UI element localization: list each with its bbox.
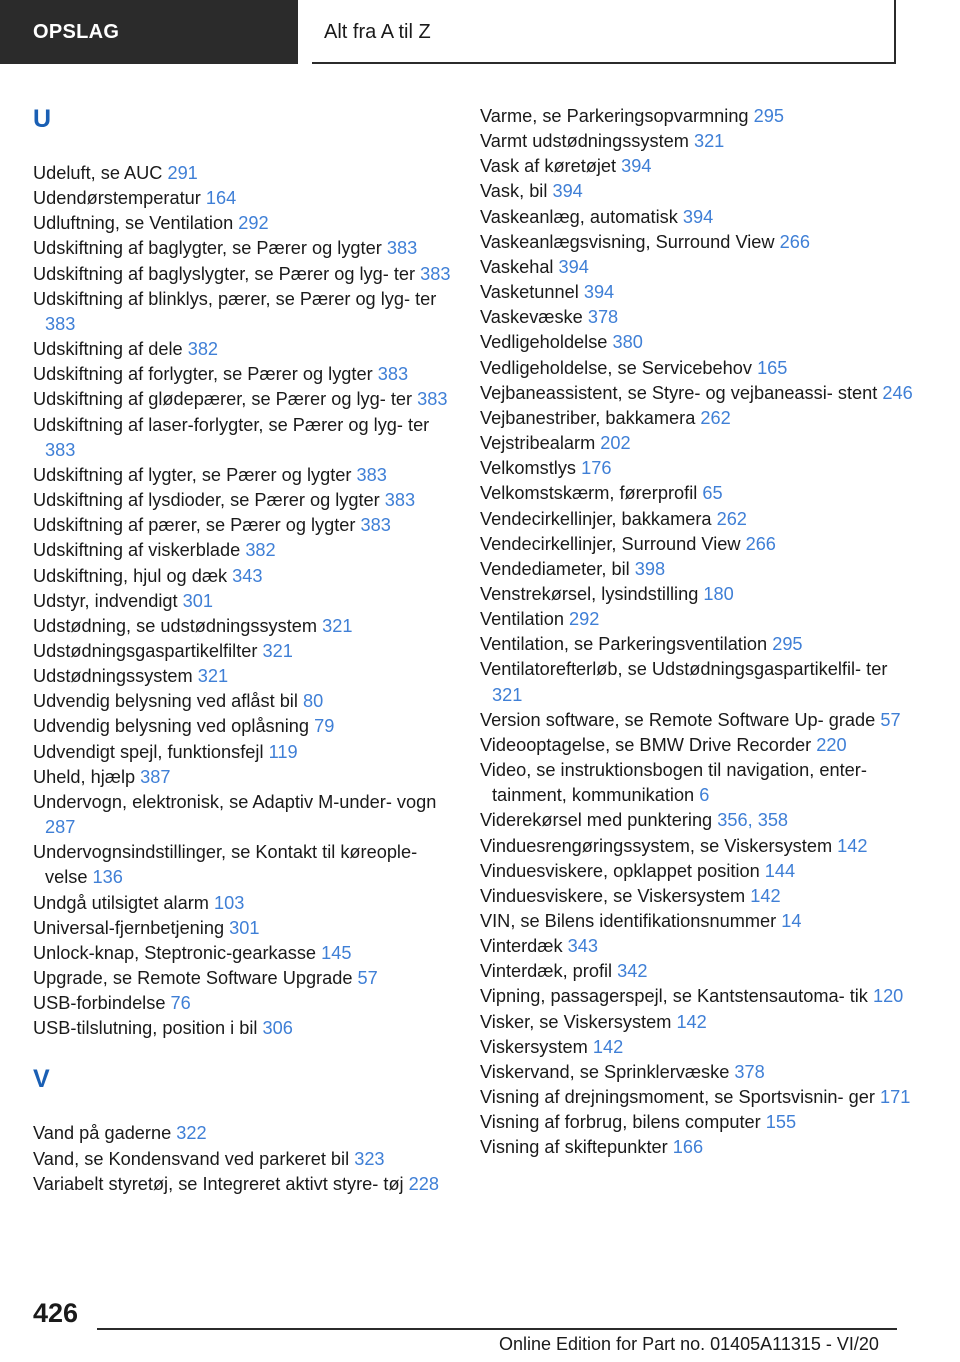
index-entry bbox=[480, 154, 920, 179]
letter-heading-u: U bbox=[33, 105, 52, 133]
page-reference-link[interactable]: 321 bbox=[262, 640, 293, 661]
page-reference-link[interactable]: 301 bbox=[182, 590, 213, 611]
page-reference-link[interactable]: 145 bbox=[321, 942, 352, 963]
entry-text: Udstødning, se udstødningssystem bbox=[33, 615, 318, 636]
entry-text: Visning af skiftepunkter bbox=[480, 1137, 668, 1158]
page-reference-link[interactable]: 246 bbox=[882, 382, 913, 403]
page-reference-link[interactable]: 228 bbox=[408, 1173, 440, 1194]
page-reference-link[interactable]: 120 bbox=[872, 986, 904, 1007]
page-reference-link[interactable]: 383 bbox=[360, 515, 391, 536]
index-entry bbox=[480, 1085, 920, 1110]
index-entry bbox=[480, 507, 920, 532]
entry-text: Viskervand, se Sprinklervæske bbox=[480, 1061, 730, 1082]
index-entry bbox=[480, 557, 920, 582]
page-reference-link[interactable]: 262 bbox=[716, 508, 747, 529]
entry-text: Viderekørsel med punktering bbox=[480, 810, 713, 831]
entry-text: Videooptagelse, se BMW Drive Recorder bbox=[480, 734, 812, 755]
entry-text: Udskiftning af viskerblade bbox=[33, 540, 241, 561]
index-entry bbox=[33, 614, 453, 639]
page-reference-link[interactable]: 323 bbox=[354, 1148, 385, 1169]
index-entry bbox=[33, 513, 453, 538]
index-column-right bbox=[480, 104, 920, 1161]
index-entry bbox=[33, 840, 453, 890]
page-reference-link[interactable]: 220 bbox=[816, 734, 847, 755]
entry-text: Udskiftning af glødepærer, se Pærer og lyg‐ ter bbox=[33, 389, 413, 410]
index-entry bbox=[480, 456, 920, 481]
index-entry bbox=[33, 790, 453, 840]
entry-text: Udskiftning af baglyslygter, se Pærer og lyg‐ ter bbox=[33, 263, 416, 284]
page-reference-link[interactable]: 144 bbox=[764, 860, 796, 881]
entry-text: Udskiftning af lysdioder, se Pærer og lygter bbox=[33, 490, 380, 511]
page-reference-link[interactable]: 378 bbox=[734, 1061, 765, 1082]
entry-text: Vasketunnel bbox=[480, 282, 579, 303]
index-entry bbox=[480, 632, 920, 657]
page-reference-link[interactable]: 292 bbox=[569, 609, 600, 630]
page-reference-link[interactable]: 383 bbox=[420, 263, 451, 284]
index-entry bbox=[480, 959, 920, 984]
index-entry bbox=[480, 129, 920, 154]
page-reference-link[interactable]: 382 bbox=[187, 339, 219, 360]
index-entry bbox=[480, 280, 920, 305]
index-entry bbox=[33, 463, 453, 488]
section-tab: OPSLAG bbox=[0, 0, 298, 64]
index-entry bbox=[480, 532, 920, 557]
footer-divider bbox=[97, 1328, 897, 1330]
entry-text: Viskersystem bbox=[480, 1036, 588, 1057]
entry-text: Velkomstskærm, førerprofil bbox=[480, 483, 698, 504]
index-entry bbox=[33, 564, 453, 589]
page-reference-link[interactable]: 322 bbox=[176, 1123, 207, 1144]
page-reference-link[interactable]: 321 bbox=[197, 666, 229, 687]
page-title: Alt fra A til Z bbox=[312, 0, 896, 64]
entry-text: Vaskeanlægsvisning, Surround View bbox=[480, 231, 775, 252]
page-reference-link[interactable]: 164 bbox=[205, 188, 237, 209]
index-entry bbox=[33, 966, 453, 991]
entry-list-v-right bbox=[480, 104, 920, 1161]
page-reference-link[interactable]: 394 bbox=[682, 206, 714, 227]
index-entry bbox=[480, 934, 920, 959]
page-reference-link[interactable]: 180 bbox=[703, 583, 734, 604]
entry-text: Ventilation, se Parkeringsventilation bbox=[480, 634, 768, 655]
page-reference-link[interactable]: 378 bbox=[587, 307, 619, 328]
entry-text: Vaskevæske bbox=[480, 307, 583, 328]
page-reference-link[interactable]: 356, 358 bbox=[717, 810, 789, 831]
entry-text: Udskiftning af dele bbox=[33, 339, 183, 360]
page-reference-link[interactable]: 321 bbox=[322, 615, 353, 636]
entry-text: Vipning, passagerspejl, se Kantstensautoma‐ tik bbox=[480, 986, 868, 1007]
entry-text: Vand på gaderne bbox=[33, 1123, 172, 1144]
index-entry bbox=[33, 287, 453, 337]
page-reference-link[interactable]: 262 bbox=[700, 407, 731, 428]
index-entry bbox=[480, 381, 920, 406]
index-entry bbox=[480, 582, 920, 607]
index-entry bbox=[33, 916, 453, 941]
entry-text: Visning af forbrug, bilens computer bbox=[480, 1112, 761, 1133]
page-reference-link[interactable]: 342 bbox=[617, 961, 648, 982]
index-entry bbox=[33, 413, 453, 463]
page-reference-link[interactable]: 383 bbox=[417, 389, 448, 410]
entry-text: Vand, se Kondensvand ved parkeret bil bbox=[33, 1148, 350, 1169]
entry-text: Velkomstlys bbox=[480, 458, 577, 479]
page-reference-link[interactable]: 165 bbox=[757, 357, 788, 378]
index-entry bbox=[480, 984, 920, 1009]
entry-text: Udluftning, se Ventilation bbox=[33, 213, 234, 234]
entry-list-v-left bbox=[33, 1121, 453, 1196]
index-entry bbox=[480, 859, 920, 884]
entry-text: Vinterdæk, profil bbox=[480, 961, 613, 982]
index-entry bbox=[480, 230, 920, 255]
index-entry bbox=[33, 337, 453, 362]
index-entry bbox=[33, 941, 453, 966]
entry-text: Udstødningssystem bbox=[33, 666, 193, 687]
index-entry bbox=[480, 431, 920, 456]
page-reference-link[interactable]: 171 bbox=[880, 1087, 911, 1108]
page-reference-link[interactable]: 76 bbox=[170, 993, 191, 1014]
page-reference-link[interactable]: 65 bbox=[702, 483, 723, 504]
entry-text: Vinduesviskere, opklappet position bbox=[480, 860, 760, 881]
page-reference-link[interactable]: 176 bbox=[581, 458, 612, 479]
page-reference-link[interactable]: 103 bbox=[213, 892, 245, 913]
index-entry bbox=[480, 481, 920, 506]
entry-text: Universal-fjernbetjening bbox=[33, 917, 225, 938]
page-reference-link[interactable]: 383 bbox=[356, 464, 387, 485]
index-entry bbox=[33, 387, 453, 412]
index-entry bbox=[480, 808, 920, 833]
entry-text: USB-forbindelse bbox=[33, 993, 166, 1014]
entry-text: Vejbaneassistent, se Styre- og vejbaneassi‐ stent bbox=[480, 382, 878, 403]
index-entry bbox=[33, 211, 453, 236]
entry-text: Vinduesrengøringssystem, se Viskersystem bbox=[480, 835, 833, 856]
entry-text: Vinterdæk bbox=[480, 936, 563, 957]
entry-text: Vaskeanlæg, automatisk bbox=[480, 206, 678, 227]
index-entry bbox=[33, 1121, 453, 1146]
index-entry bbox=[33, 589, 453, 614]
index-entry bbox=[480, 834, 920, 859]
entry-text: Udvendig belysning ved oplåsning bbox=[33, 716, 310, 737]
index-entry bbox=[480, 1035, 920, 1060]
entry-text: Udskiftning af forlygter, se Pærer og lygter bbox=[33, 364, 373, 385]
page-reference-link[interactable]: 295 bbox=[772, 634, 803, 655]
index-entry bbox=[480, 330, 920, 355]
entry-text: Udskiftning af blinklys, pærer, se Pærer og lyg‐ ter bbox=[33, 288, 437, 309]
entry-text: Ventilatorefterløb, se Udstødningsgaspartikelfil‐ ter bbox=[480, 659, 888, 680]
page-reference-link[interactable]: 383 bbox=[45, 439, 76, 460]
entry-text: Udeluft, se AUC bbox=[33, 163, 163, 183]
entry-text: Udstødningsgaspartikelfilter bbox=[33, 640, 258, 661]
index-entry bbox=[480, 1010, 920, 1035]
index-entry bbox=[480, 708, 920, 733]
index-entry bbox=[480, 884, 920, 909]
index-entry bbox=[33, 689, 453, 714]
entry-text: Ventilation bbox=[480, 609, 564, 630]
page-reference-link[interactable]: 6 bbox=[699, 785, 710, 806]
entry-text: Vendediameter, bil bbox=[480, 558, 630, 579]
entry-text: Unlock-knap, Steptronic-gearkasse bbox=[33, 942, 317, 963]
index-entry bbox=[480, 406, 920, 431]
index-entry bbox=[33, 891, 453, 916]
index-entry bbox=[33, 186, 453, 211]
index-entry bbox=[480, 733, 920, 758]
page-reference-link[interactable]: 266 bbox=[745, 533, 776, 554]
page-reference-link[interactable]: 57 bbox=[880, 709, 901, 730]
page-number: 426 bbox=[33, 1298, 79, 1328]
page-reference-link[interactable]: 142 bbox=[837, 835, 868, 856]
index-entry bbox=[480, 255, 920, 280]
page-reference-link[interactable]: 394 bbox=[552, 181, 583, 202]
entry-text: Undervognsindstillinger, se Kontakt til køreople‐ velse bbox=[33, 842, 418, 888]
entry-text: Varme, se Parkeringsopvarmning bbox=[480, 106, 749, 126]
page-reference-link[interactable]: 382 bbox=[245, 540, 276, 561]
index-entry bbox=[33, 639, 453, 664]
index-entry bbox=[33, 664, 453, 689]
page-reference-link[interactable]: 155 bbox=[765, 1112, 797, 1133]
entry-text: Visker, se Viskersystem bbox=[480, 1011, 672, 1032]
page-reference-link[interactable]: 321 bbox=[492, 684, 523, 705]
index-entry bbox=[33, 488, 453, 513]
index-entry bbox=[480, 305, 920, 330]
page-reference-link[interactable]: 136 bbox=[92, 867, 123, 888]
index-entry bbox=[33, 740, 453, 765]
entry-text: Video, se instruktionsbogen til navigation, enter‐ tainment, kommunikation bbox=[480, 760, 867, 806]
page-reference-link[interactable]: 306 bbox=[262, 1018, 293, 1039]
page-reference-link[interactable]: 321 bbox=[693, 131, 725, 152]
footer-edition: Online Edition for Part no. 01405A11315 - VI/20 bbox=[499, 1334, 879, 1354]
entry-text: Vedligeholdelse, se Servicebehov bbox=[480, 357, 752, 378]
entry-text: Udskiftning, hjul og dæk bbox=[33, 565, 228, 586]
index-entry bbox=[33, 991, 453, 1016]
entry-text: Udskiftning af lygter, se Pærer og lygter bbox=[33, 464, 352, 485]
entry-text: USB-tilslutning, position i bil bbox=[33, 1018, 258, 1039]
entry-text: Vendecirkellinjer, Surround View bbox=[480, 533, 741, 554]
entry-text: Vendecirkellinjer, bakkamera bbox=[480, 508, 712, 529]
index-entry bbox=[480, 356, 920, 381]
entry-text: Udvendig belysning ved aflåst bil bbox=[33, 691, 298, 712]
page-reference-link[interactable]: 343 bbox=[232, 565, 263, 586]
entry-text: Udendørstemperatur bbox=[33, 188, 201, 209]
index-entry bbox=[480, 1060, 920, 1085]
entry-text: Upgrade, se Remote Software Upgrade bbox=[33, 968, 353, 988]
page-reference-link[interactable]: 166 bbox=[672, 1137, 704, 1158]
entry-text: Uheld, hjælp bbox=[33, 766, 136, 787]
page-reference-link[interactable]: 394 bbox=[558, 256, 589, 277]
page-reference-link[interactable]: 202 bbox=[600, 433, 631, 454]
page-reference-link[interactable]: 291 bbox=[167, 163, 198, 183]
page-reference-link[interactable]: 343 bbox=[567, 936, 598, 957]
entry-text: Udskiftning af laser-forlygter, se Pærer og lyg‐ ter bbox=[33, 414, 430, 435]
index-entry bbox=[33, 538, 453, 563]
page-reference-link[interactable]: 287 bbox=[45, 817, 76, 838]
index-entry bbox=[33, 1016, 453, 1041]
page-reference-link[interactable]: 383 bbox=[386, 238, 418, 259]
index-entry bbox=[33, 161, 453, 186]
entry-text: VIN, se Bilens identifikationsnummer bbox=[480, 911, 777, 931]
page-reference-link[interactable]: 292 bbox=[238, 213, 269, 234]
page-reference-link[interactable]: 57 bbox=[357, 968, 378, 988]
index-entry bbox=[33, 236, 453, 261]
entry-text: Undgå utilsigtet alarm bbox=[33, 892, 209, 913]
index-entry bbox=[480, 205, 920, 230]
entry-text: Visning af drejningsmoment, se Sportsvisnin‐ ger bbox=[480, 1087, 875, 1108]
index-entry bbox=[480, 607, 920, 632]
page-reference-link[interactable]: 383 bbox=[377, 364, 409, 385]
letter-heading-v: V bbox=[33, 1065, 50, 1094]
index-entry bbox=[33, 714, 453, 739]
index-entry bbox=[33, 262, 453, 287]
page-reference-link[interactable]: 142 bbox=[592, 1036, 624, 1057]
index-entry bbox=[33, 1147, 453, 1172]
entry-list-u bbox=[33, 161, 453, 1041]
page-reference-link[interactable]: 394 bbox=[583, 282, 615, 303]
page-reference-link[interactable]: 295 bbox=[753, 106, 784, 126]
entry-text: Vejbanestriber, bakkamera bbox=[480, 407, 696, 428]
page-reference-link[interactable]: 119 bbox=[268, 741, 298, 762]
entry-text: Variabelt styretøj, se Integreret aktivt styre‐ tøj bbox=[33, 1173, 404, 1194]
page-reference-link[interactable]: 266 bbox=[779, 231, 810, 252]
entry-text: Vask af køretøjet bbox=[480, 156, 617, 177]
page-reference-link[interactable]: 383 bbox=[45, 313, 76, 334]
index-entry bbox=[33, 362, 453, 387]
page-reference-link[interactable]: 394 bbox=[621, 156, 652, 177]
entry-text: Version software, se Remote Software Up‐ grade bbox=[480, 709, 876, 730]
entry-text: Vaskehal bbox=[480, 256, 554, 277]
index-entry bbox=[480, 1110, 920, 1135]
entry-text: Vejstribealarm bbox=[480, 433, 596, 454]
entry-text: Vask, bil bbox=[480, 181, 548, 202]
page-reference-link[interactable]: 301 bbox=[229, 917, 260, 938]
page-reference-link[interactable]: 387 bbox=[140, 766, 171, 787]
entry-text: Varmt udstødningssystem bbox=[480, 131, 689, 152]
page-reference-link[interactable]: 383 bbox=[384, 490, 416, 511]
entry-text: Udskiftning af pærer, se Pærer og lygter bbox=[33, 515, 356, 536]
index-entry bbox=[480, 758, 920, 808]
index-entry bbox=[480, 1135, 920, 1160]
entry-text: Vedligeholdelse bbox=[480, 332, 608, 353]
page-reference-link[interactable]: 79 bbox=[314, 716, 335, 737]
page-reference-link[interactable]: 142 bbox=[750, 885, 781, 906]
entry-text: Udstyr, indvendigt bbox=[33, 590, 178, 611]
page-reference-link[interactable]: 80 bbox=[302, 691, 324, 712]
page-reference-link[interactable]: 398 bbox=[634, 558, 666, 579]
entry-text: Udskiftning af baglygter, se Pærer og lygter bbox=[33, 238, 382, 259]
index-entry bbox=[33, 765, 453, 790]
index-entry bbox=[480, 104, 920, 129]
page-reference-link[interactable]: 14 bbox=[781, 911, 802, 931]
page-reference-link[interactable]: 142 bbox=[676, 1011, 707, 1032]
index-entry bbox=[480, 657, 920, 707]
page-reference-link[interactable]: 380 bbox=[612, 332, 643, 353]
index-entry bbox=[480, 179, 920, 204]
entry-text: Udvendigt spejl, funktionsfejl bbox=[33, 741, 264, 762]
entry-text: Venstrekørsel, lysindstilling bbox=[480, 583, 699, 604]
entry-text: Vinduesviskere, se Viskersystem bbox=[480, 885, 746, 906]
entry-text: Undervogn, elektronisk, se Adaptiv M-under‐ vogn bbox=[33, 791, 437, 812]
index-column-left bbox=[33, 104, 453, 1197]
index-entry bbox=[33, 1172, 453, 1197]
index-entry bbox=[480, 909, 920, 934]
